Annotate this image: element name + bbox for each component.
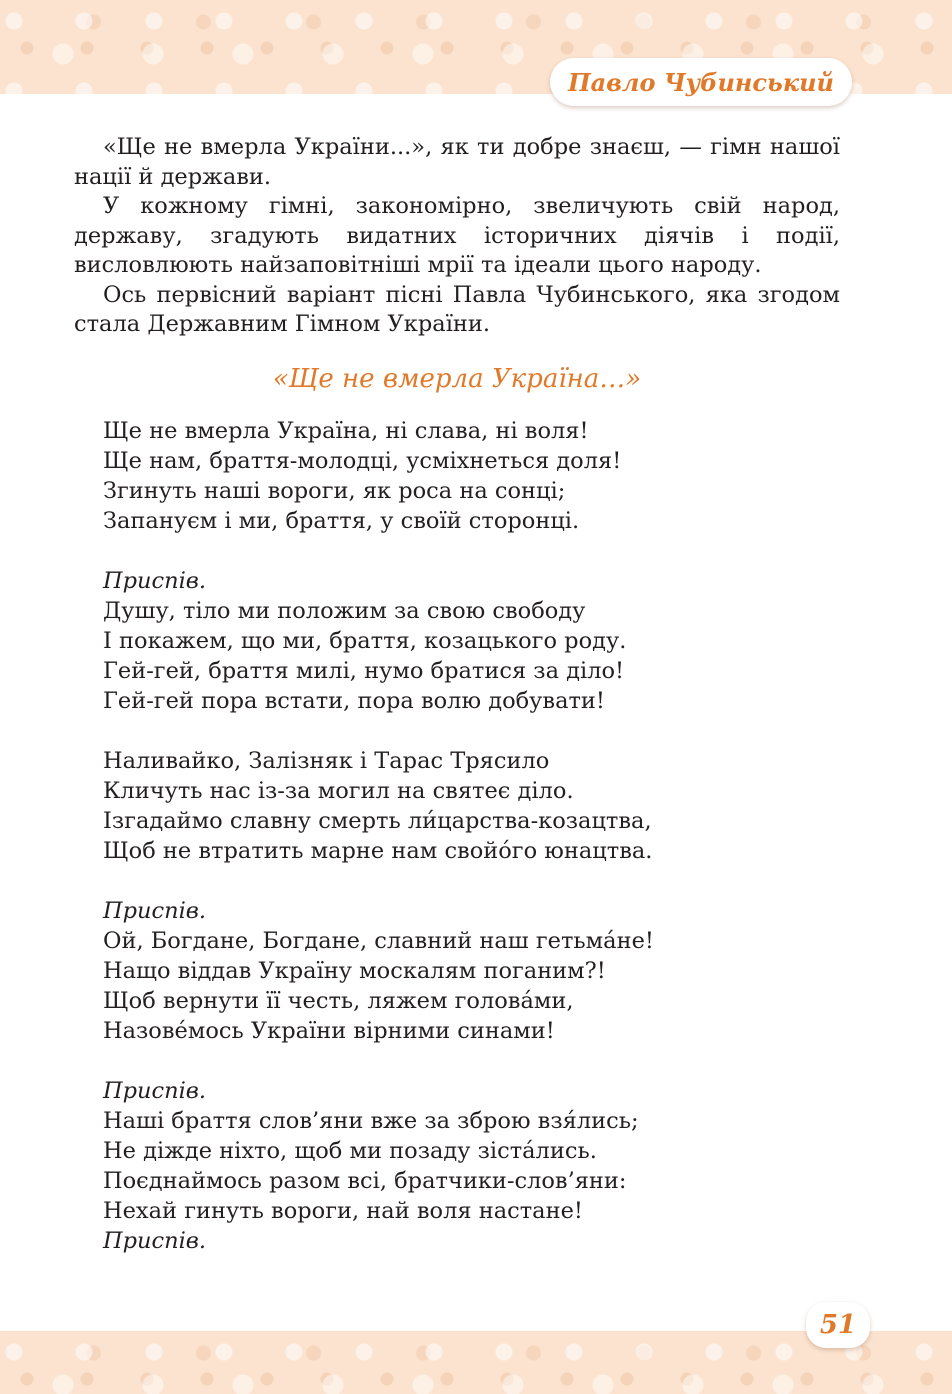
- poem-line: Ой, Богдане, Богдане, славний наш гетьма́не!: [103, 928, 654, 954]
- poem-line: Ще не вмерла Україна, ні слава, ні воля!: [103, 418, 589, 444]
- stanza: [103, 1076, 823, 1256]
- stanza: [103, 566, 823, 716]
- stanza: [103, 746, 823, 866]
- poem-title: «Ще не вмерла Україна…»: [272, 364, 642, 394]
- refrain-label: Приспів.: [103, 1228, 207, 1254]
- bottom-ornament-band: [0, 1331, 952, 1394]
- intro-paragraph: «Ще не вмерла України...», як ти добре знаєш, — гімн нашої нації й держави.: [74, 134, 840, 190]
- poem-line: Наливайко, Залізняк і Тарас Трясило: [103, 748, 550, 774]
- poem-line: Згинуть наші вороги, як роса на сонці;: [103, 478, 566, 504]
- poem-line: Запануєм і ми, браття, у своїй сторонці.: [103, 508, 580, 534]
- poem-line: І покажем, що ми, браття, козацького роду.: [103, 628, 627, 654]
- intro-paragraph: У кожному гімні, закономірно, звеличують свій народ, державу, згадують видатних історичних діячів і події, висловлюють найзаповітніші мрії та ідеали цього народу.: [74, 193, 840, 278]
- poem-line: Наші браття слов’яни вже за зброю взя́лись;: [103, 1108, 639, 1134]
- poem: [103, 416, 823, 1286]
- refrain-label: Приспів.: [103, 1078, 207, 1104]
- stanza: [103, 896, 823, 1046]
- poem-line: Щоб не втратить марне нам свойо́го юнацтва.: [103, 838, 653, 864]
- poem-line: Нехай гинуть вороги, най воля настане!: [103, 1198, 583, 1224]
- poem-line: Нащо віддав Україну москалям поганим?!: [103, 958, 606, 984]
- poem-line: Щоб вернути її честь, ляжем голова́ми,: [103, 988, 574, 1014]
- poem-line: Душу, тіло ми положим за свою свободу: [103, 598, 586, 624]
- stanza: [103, 416, 823, 536]
- poem-line: Поєднаймось разом всі, братчики-слов’яни:: [103, 1168, 627, 1194]
- refrain-label: Приспів.: [103, 568, 207, 594]
- poem-line: Ізгадаймо славну смерть ли́царства-козацтва,: [103, 808, 652, 834]
- poem-line: Не діжде ніхто, щоб ми позаду зіста́лись.: [103, 1138, 597, 1164]
- intro-paragraph: Ось первісний варіант пісні Павла Чубинського, яка згодом стала Державним Гімном України.: [74, 281, 840, 337]
- poem-line: Ще нам, браття-молодці, усміхнеться доля!: [103, 448, 622, 474]
- author-tab: Павло Чубинський: [550, 58, 852, 106]
- poem-line: Гей-гей пора встати, пора волю добувати!: [103, 688, 605, 714]
- poem-line: Назове́мось України вірними синами!: [103, 1018, 555, 1044]
- poem-line: Гей-гей, браття милі, нумо братися за діло!: [103, 658, 625, 684]
- poem-line: Кличуть нас із-за могил на святеє діло.: [103, 778, 574, 804]
- refrain-label: Приспів.: [103, 898, 207, 924]
- page-number: 51: [806, 1302, 870, 1348]
- intro-text: [74, 133, 840, 340]
